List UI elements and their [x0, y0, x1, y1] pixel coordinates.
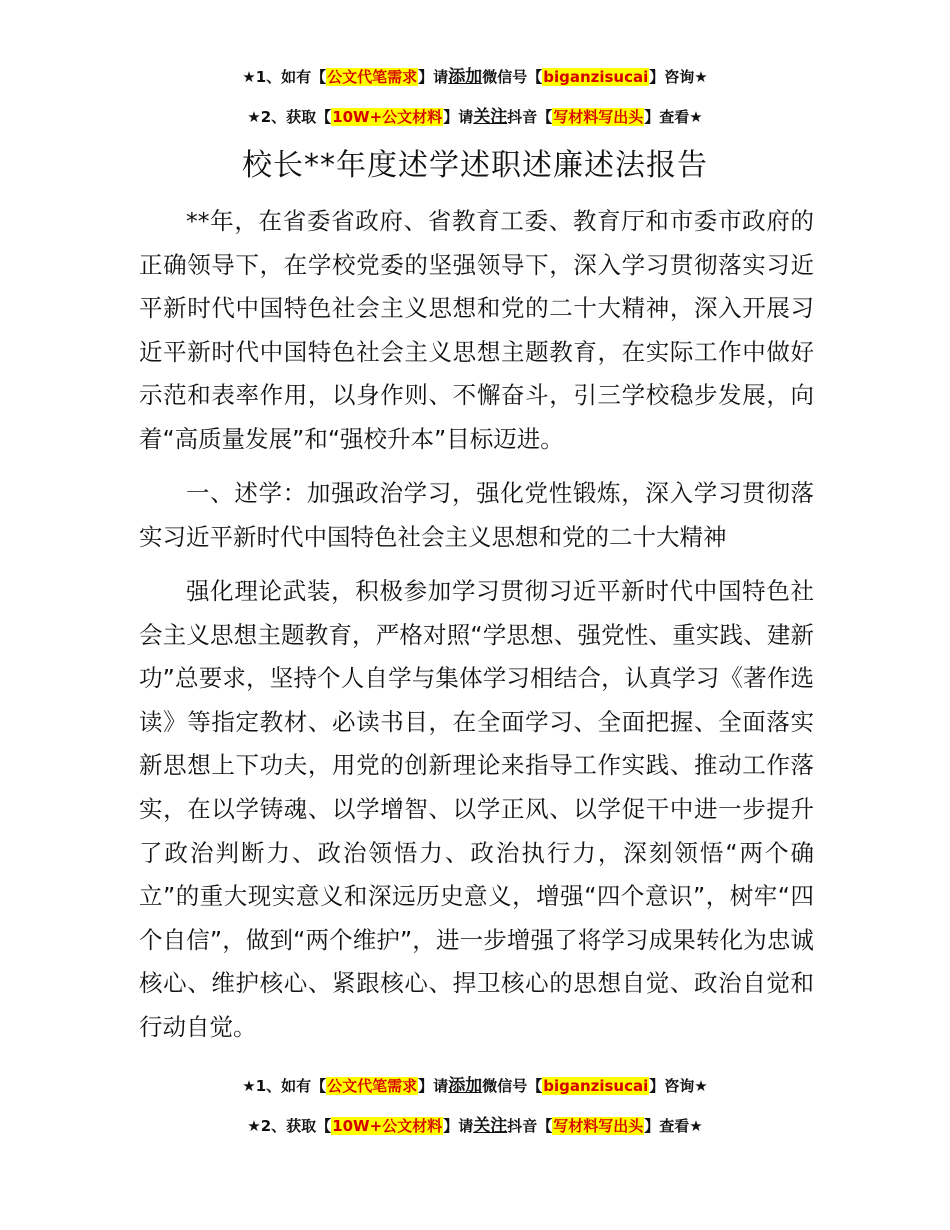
promo-text: ★2、获取【: [247, 1117, 332, 1135]
promo-highlight: 写材料写出头: [553, 1117, 644, 1135]
promo-text: 微信号【: [482, 68, 543, 86]
promo-text: ★1、如有【: [242, 1077, 327, 1095]
promo-text: ★2、获取【: [247, 108, 332, 126]
promo-highlight: 10W+公文材料: [332, 108, 443, 126]
promo-underline: 添加: [448, 1076, 483, 1096]
promo-underline: 关注: [473, 1116, 508, 1136]
promo-text: 】请: [443, 1117, 474, 1135]
paragraph-study: 强化理论武装，积极参加学习贯彻习近平新时代中国特色社会主义思想主题教育，严格对照“学思想、强党性、重实践、建新功”总要求，坚持个人自学与集体学习相结合，认真学习《著作选读》等指定教材、必读书目，在全面学习、全面把握、全面落实新思想上下功夫，用党的创新理论来指导工作实践、推动工作落实，在以学铸魂、以学增智、以学正风、以学促干中进一步提升了政治判断力、政治领悟力、政治执行力，深刻领悟“两个确立”的重大现实意义和深远历史意义，增强“四个意识”，树牢“四个自信”，做到“两个维护”，进一步增强了将学习成果转化为忠诚核心、维护核心、紧跟核心、捍卫核心的思想自觉、政治自觉和行动自觉。: [139, 577, 814, 1041]
promo-highlight: 写材料写出头: [553, 108, 644, 126]
promo-text: 】请: [443, 108, 474, 126]
promo-highlight: biganzisucai: [543, 68, 649, 86]
promo-text: 】请: [418, 1077, 449, 1095]
promo-underline: 添加: [448, 67, 483, 87]
paragraph-intro: **年，在省委省政府、省教育工委、教育厅和市委市政府的正确领导下，在学校党委的坚强领导下，深入学习贯彻落实习近平新时代中国特色社会主义思想和党的二十大精神，深入开展习近平新时代中国特色社会主义思想主题教育，在实际工作中做好示范和表率作用，以身作则、不懈奋斗，引三学校稳步发展，向着“高质量发展”和“强校升本”目标迈进。: [139, 207, 814, 453]
promo-highlight: biganzisucai: [543, 1077, 649, 1095]
promo-text: 】查看★: [644, 1117, 703, 1135]
promo-text: 抖音【: [507, 1117, 553, 1135]
promo-bottom-line-1: [0, 1075, 950, 1097]
promo-highlight: 公文代笔需求: [327, 68, 418, 86]
promo-text: 】查看★: [644, 108, 703, 126]
promo-text: 微信号【: [482, 1077, 543, 1095]
promo-highlight: 公文代笔需求: [327, 1077, 418, 1095]
promo-top-line-2: [0, 106, 950, 128]
promo-text: ★1、如有【: [242, 68, 327, 86]
promo-underline: 关注: [473, 107, 508, 127]
document-title: 校长**年度述学述职述廉述法报告: [242, 148, 708, 183]
promo-highlight: 10W+公文材料: [332, 1117, 443, 1135]
promo-text: 】咨询★: [649, 1077, 708, 1095]
promo-bottom-line-2: [0, 1115, 950, 1137]
promo-text: 】请: [418, 68, 449, 86]
promo-top-line-1: [0, 66, 950, 88]
promo-text: 抖音【: [507, 108, 553, 126]
promo-text: 】咨询★: [649, 68, 708, 86]
section-heading-1: 一、述学：加强政治学习，强化党性锻炼，深入学习贯彻落实习近平新时代中国特色社会主义思想和党的二十大精神: [139, 479, 814, 551]
